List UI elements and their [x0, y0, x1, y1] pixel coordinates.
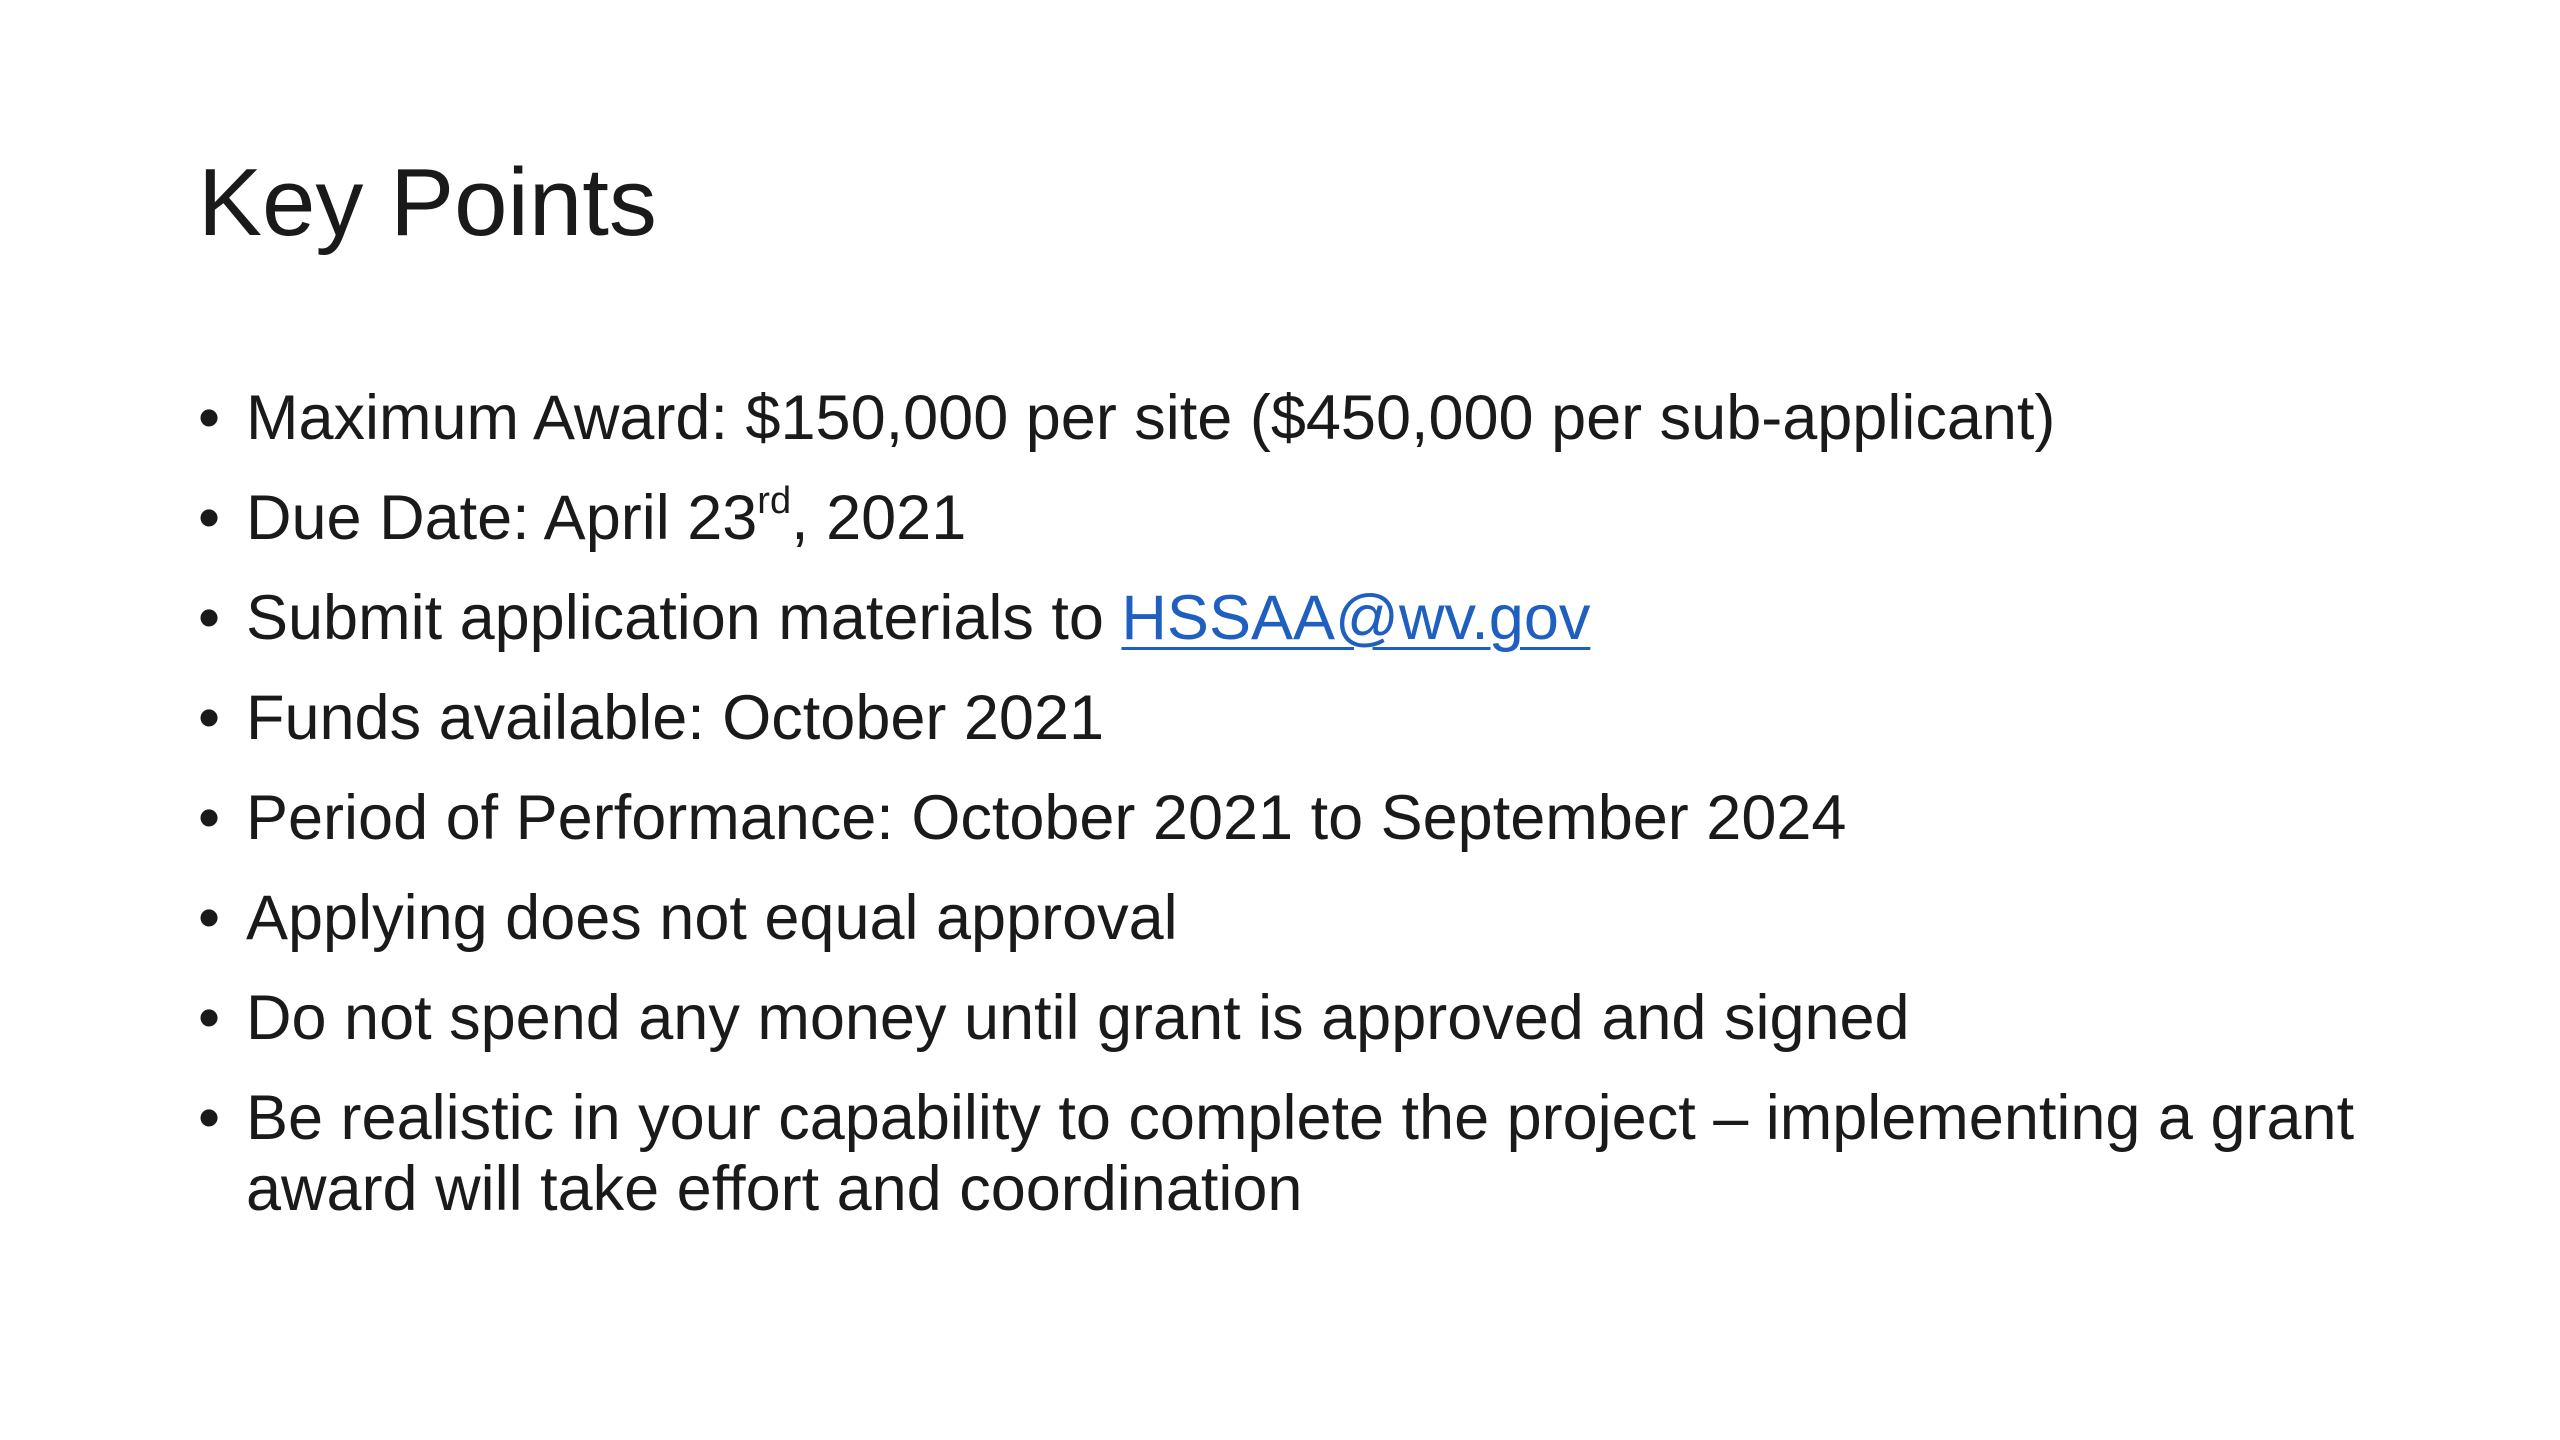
- bullet-text: Maximum Award: $150,000 per site ($450,000 per sub-applicant): [246, 383, 2056, 453]
- slide-title: Key Points: [198, 149, 657, 256]
- bullet-dot-icon: •: [198, 583, 221, 653]
- bullet-text: Be realistic in your capability to complete the project – implementing a grant award will take effort and coordination: [246, 1083, 2355, 1224]
- bullet-text: Period of Performance: October 2021 to September 2024: [246, 783, 1847, 853]
- bullet-text: Do not spend any money until grant is approved and signed: [246, 983, 1910, 1053]
- bullet-text: Submit application materials to: [246, 583, 1122, 653]
- bullet-dot-icon: •: [198, 783, 221, 853]
- bullet-dot-icon: •: [198, 983, 221, 1053]
- email-link[interactable]: HSSAA@wv.gov: [1121, 583, 1591, 653]
- bullet-dot-icon: •: [198, 883, 221, 953]
- bullet-dot-icon: •: [198, 483, 221, 553]
- bullet-spend: [198, 983, 2438, 1054]
- bullet-max-award: [198, 383, 2438, 454]
- bullet-dot-icon: •: [198, 383, 221, 453]
- bullet-text: Due Date: April 23: [246, 483, 758, 553]
- bullet-dot-icon: •: [198, 1083, 221, 1153]
- bullet-submit: [198, 583, 2438, 654]
- bullet-list: [198, 383, 2438, 1254]
- bullet-text-suffix: , 2021: [791, 483, 967, 553]
- bullet-text: Funds available: October 2021: [246, 683, 1105, 753]
- bullet-funds: [198, 683, 2438, 754]
- bullet-text: Applying does not equal approval: [246, 883, 1178, 953]
- bullet-realistic: [198, 1083, 2438, 1225]
- ordinal-superscript: rd: [757, 480, 792, 522]
- bullet-dot-icon: •: [198, 683, 221, 753]
- bullet-due-date: [198, 480, 2438, 554]
- bullet-applying: [198, 883, 2438, 954]
- bullet-period: [198, 783, 2438, 854]
